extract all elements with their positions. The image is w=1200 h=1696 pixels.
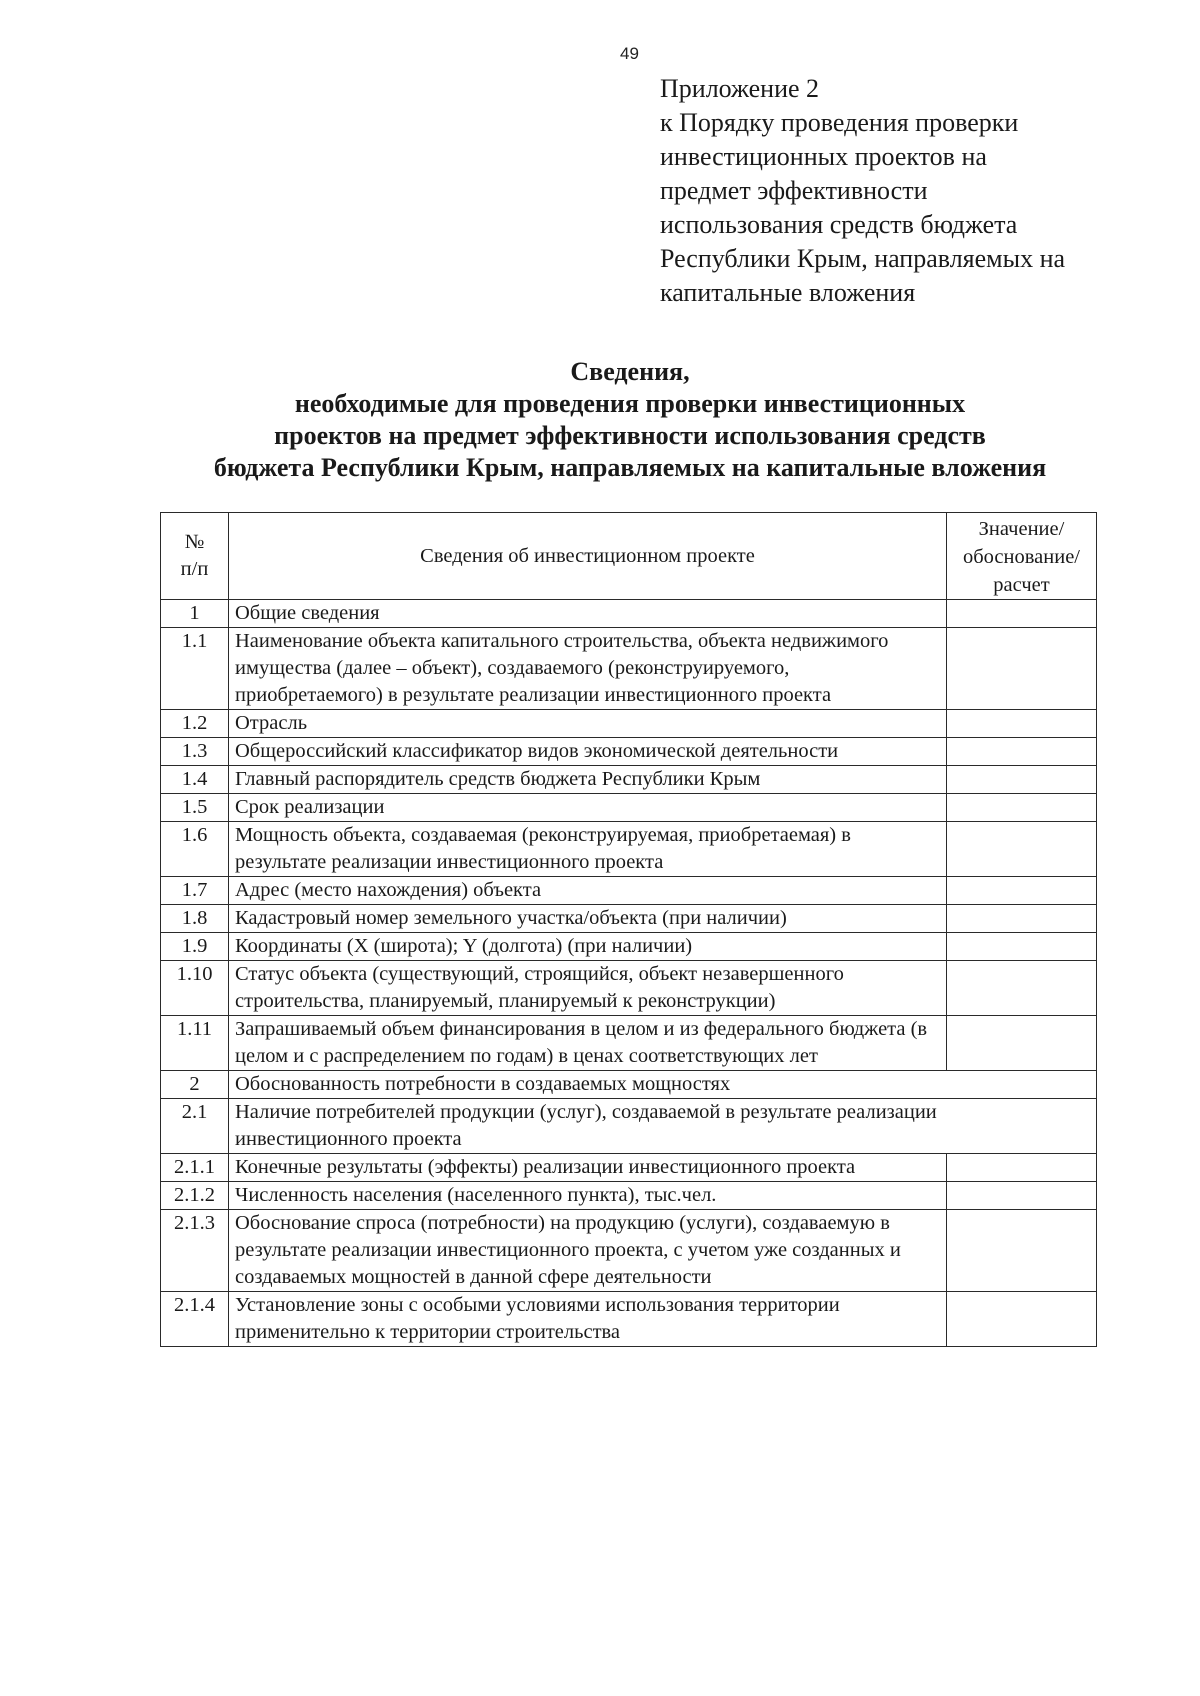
row-value-cell xyxy=(947,710,1097,738)
appendix-line: предмет эффективности xyxy=(660,176,928,205)
row-number: 1.5 xyxy=(161,794,229,822)
header-number-abbr: п/п xyxy=(180,558,209,580)
row-number: 1.8 xyxy=(161,905,229,933)
row-value-cell xyxy=(947,905,1097,933)
row-description: Главный распорядитель средств бюджета Республики Крым xyxy=(229,766,947,794)
row-value-cell xyxy=(947,628,1097,710)
table-row xyxy=(161,794,1097,822)
header-value xyxy=(947,513,1097,600)
header-description: Сведения об инвестиционном проекте xyxy=(229,513,947,600)
row-number: 2.1.3 xyxy=(161,1210,229,1292)
row-description: Адрес (место нахождения) объекта xyxy=(229,877,947,905)
appendix-line: инвестиционных проектов на xyxy=(660,142,987,171)
row-number: 1.2 xyxy=(161,710,229,738)
table-row xyxy=(161,600,1097,628)
row-description: Координаты (X (широта); Y (долгота) (при наличии) xyxy=(229,933,947,961)
header-value-line: расчет xyxy=(993,574,1050,596)
row-value-cell xyxy=(947,1154,1097,1182)
row-description: Запрашиваемый объем финансирования в целом и из федерального бюджета (в целом и с распределением по годам) в ценах соответствующих лет xyxy=(229,1016,947,1071)
table-row xyxy=(161,1016,1097,1071)
row-number: 1.3 xyxy=(161,738,229,766)
appendix-line: Республики Крым, направляемых на xyxy=(660,244,1066,273)
row-description: Статус объекта (существующий, строящийся, объект незавершенного строительства, планируемый, планируемый к реконструкции) xyxy=(229,961,947,1016)
row-value-cell xyxy=(947,766,1097,794)
row-description: Общероссийский классификатор видов экономической деятельности xyxy=(229,738,947,766)
appendix-line: использования средств бюджета xyxy=(660,210,1018,239)
row-number: 2.1.4 xyxy=(161,1292,229,1347)
title-line: проектов на предмет эффективности использования средств xyxy=(274,421,986,450)
row-description: Численность населения (населенного пункта), тыс.чел. xyxy=(229,1182,947,1210)
row-description: Общие сведения xyxy=(229,600,947,628)
page-number: 49 xyxy=(620,44,639,63)
row-number: 2 xyxy=(161,1071,229,1099)
row-description: Конечные результаты (эффекты) реализации инвестиционного проекта xyxy=(229,1154,947,1182)
table-row xyxy=(161,738,1097,766)
table-row xyxy=(161,822,1097,877)
header-number xyxy=(161,513,229,600)
table-row xyxy=(161,1292,1097,1347)
title-line: необходимые для проведения проверки инвестиционных xyxy=(294,389,966,418)
table-row xyxy=(161,1071,1097,1099)
row-description: Наличие потребителей продукции (услуг), создаваемой в результате реализации инвестиционного проекта xyxy=(229,1099,1097,1154)
appendix-reference xyxy=(660,72,1180,310)
row-number: 1.6 xyxy=(161,822,229,877)
table-row xyxy=(161,1210,1097,1292)
appendix-line: к Порядку проведения проверки xyxy=(660,108,1019,137)
appendix-line: капитальные вложения xyxy=(660,278,916,307)
row-description: Обоснование спроса (потребности) на продукцию (услуги), создаваемую в результате реализации инвестиционного проекта, с учетом уже созданных и создаваемых мощностей в данной сфере деятельности xyxy=(229,1210,947,1292)
table-header-row xyxy=(161,513,1097,600)
row-number: 1.10 xyxy=(161,961,229,1016)
table-row xyxy=(161,766,1097,794)
row-description: Обоснованность потребности в создаваемых мощностях xyxy=(229,1071,1097,1099)
table-row xyxy=(161,1182,1097,1210)
row-value-cell xyxy=(947,1210,1097,1292)
row-description: Кадастровый номер земельного участка/объекта (при наличии) xyxy=(229,905,947,933)
row-value-cell xyxy=(947,877,1097,905)
table-row xyxy=(161,628,1097,710)
row-value-cell xyxy=(947,1292,1097,1347)
row-number: 1.11 xyxy=(161,1016,229,1071)
row-description: Срок реализации xyxy=(229,794,947,822)
header-number-sign: № xyxy=(184,531,205,553)
row-value-cell xyxy=(947,600,1097,628)
table-row xyxy=(161,710,1097,738)
row-value-cell xyxy=(947,1182,1097,1210)
row-description: Установление зоны с особыми условиями использования территории применительно к территории строительства xyxy=(229,1292,947,1347)
row-value-cell xyxy=(947,794,1097,822)
row-value-cell xyxy=(947,1016,1097,1071)
project-info-table xyxy=(160,512,1097,1347)
row-value-cell xyxy=(947,738,1097,766)
row-description: Наименование объекта капитального строительства, объекта недвижимого имущества (далее – объект), создаваемого (реконструируемого, приобретаемого) в результате реализации инвестиционного проекта xyxy=(229,628,947,710)
row-number: 1.1 xyxy=(161,628,229,710)
appendix-line: Приложение 2 xyxy=(660,74,820,103)
row-value-cell xyxy=(947,822,1097,877)
table-row xyxy=(161,961,1097,1016)
title-line: бюджета Республики Крым, направляемых на капитальные вложения xyxy=(213,453,1047,482)
row-number: 1 xyxy=(161,600,229,628)
row-number: 1.9 xyxy=(161,933,229,961)
header-value-line: Значение/ xyxy=(978,518,1065,540)
row-number: 2.1.1 xyxy=(161,1154,229,1182)
title-line: Сведения, xyxy=(570,357,690,386)
table-row xyxy=(161,877,1097,905)
table-row xyxy=(161,1099,1097,1154)
row-number: 1.7 xyxy=(161,877,229,905)
row-number: 2.1 xyxy=(161,1099,229,1154)
row-value-cell xyxy=(947,961,1097,1016)
table-row xyxy=(161,1154,1097,1182)
row-description: Отрасль xyxy=(229,710,947,738)
header-value-line: обоснование/ xyxy=(962,546,1080,568)
project-info-table-wrapper xyxy=(160,512,1096,1347)
row-value-cell xyxy=(947,933,1097,961)
row-description: Мощность объекта, создаваемая (реконструируемая, приобретаемая) в результате реализации инвестиционного проекта xyxy=(229,822,947,877)
row-number: 2.1.2 xyxy=(161,1182,229,1210)
table-row xyxy=(161,905,1097,933)
document-title xyxy=(150,356,1110,484)
table-row xyxy=(161,933,1097,961)
row-number: 1.4 xyxy=(161,766,229,794)
